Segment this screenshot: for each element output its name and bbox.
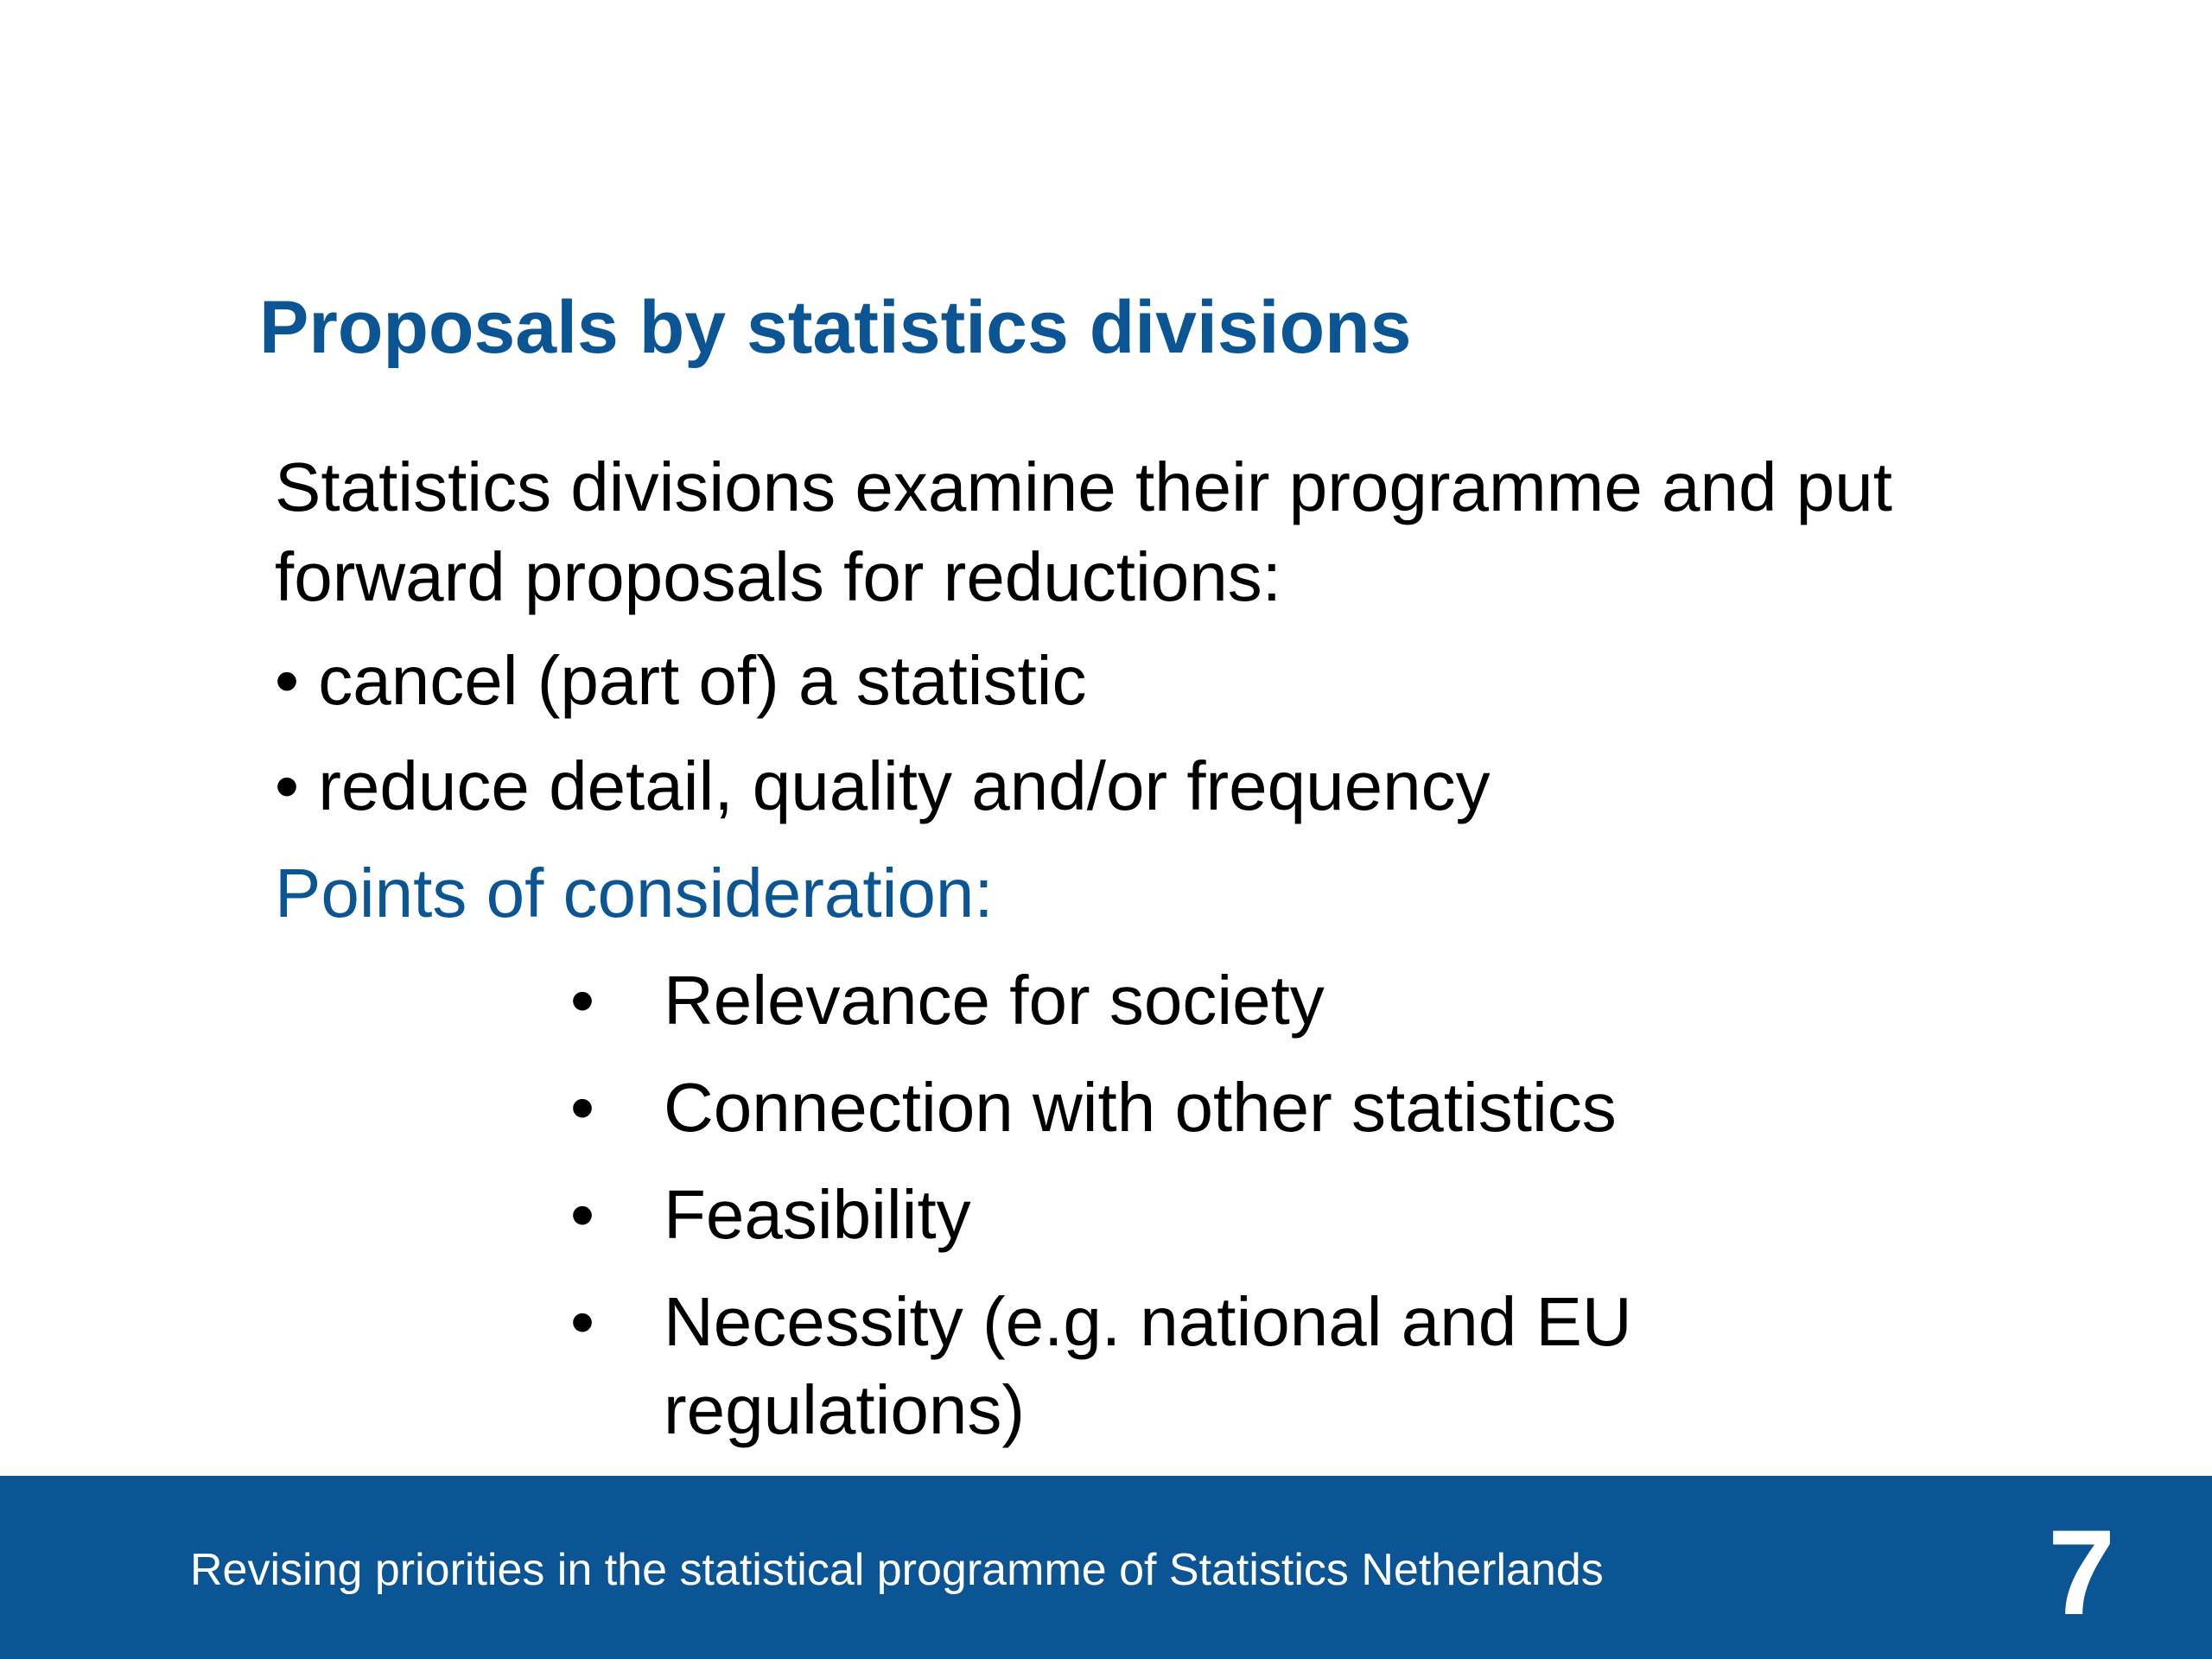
sub-bullet-feasibility: Feasibility (664, 1176, 971, 1253)
sub-bullet-necessity-continued: regulations) (664, 1371, 1026, 1448)
bullet-reduce-detail: • reduce detail, quality and/or frequency (275, 747, 1491, 824)
bullet-cancel-statistic: • cancel (part of) a statistic (275, 642, 1087, 719)
intro-line-1: Statistics divisions examine their programme and put (275, 448, 1892, 525)
points-of-consideration-heading: Points of consideration: (275, 855, 994, 931)
sub-bullet-marker: • (570, 1176, 595, 1253)
sub-bullet-connection: Connection with other statistics (664, 1069, 1617, 1146)
intro-line-2: forward proposals for reductions: (275, 538, 1281, 615)
footer-bar (0, 1476, 2212, 1659)
footer-text: Revising priorities in the statistical programme of Statistics Netherlands (190, 1545, 1604, 1595)
sub-bullet-marker: • (570, 962, 595, 1039)
sub-bullet-necessity: Necessity (e.g. national and EU (664, 1283, 1632, 1360)
sub-bullet-relevance: Relevance for society (664, 962, 1325, 1039)
sub-bullet-marker: • (570, 1283, 595, 1360)
sub-bullet-marker: • (570, 1069, 595, 1146)
page-number: 7 (2048, 1504, 2115, 1640)
slide-title: Proposals by statistics divisions (259, 286, 1412, 369)
